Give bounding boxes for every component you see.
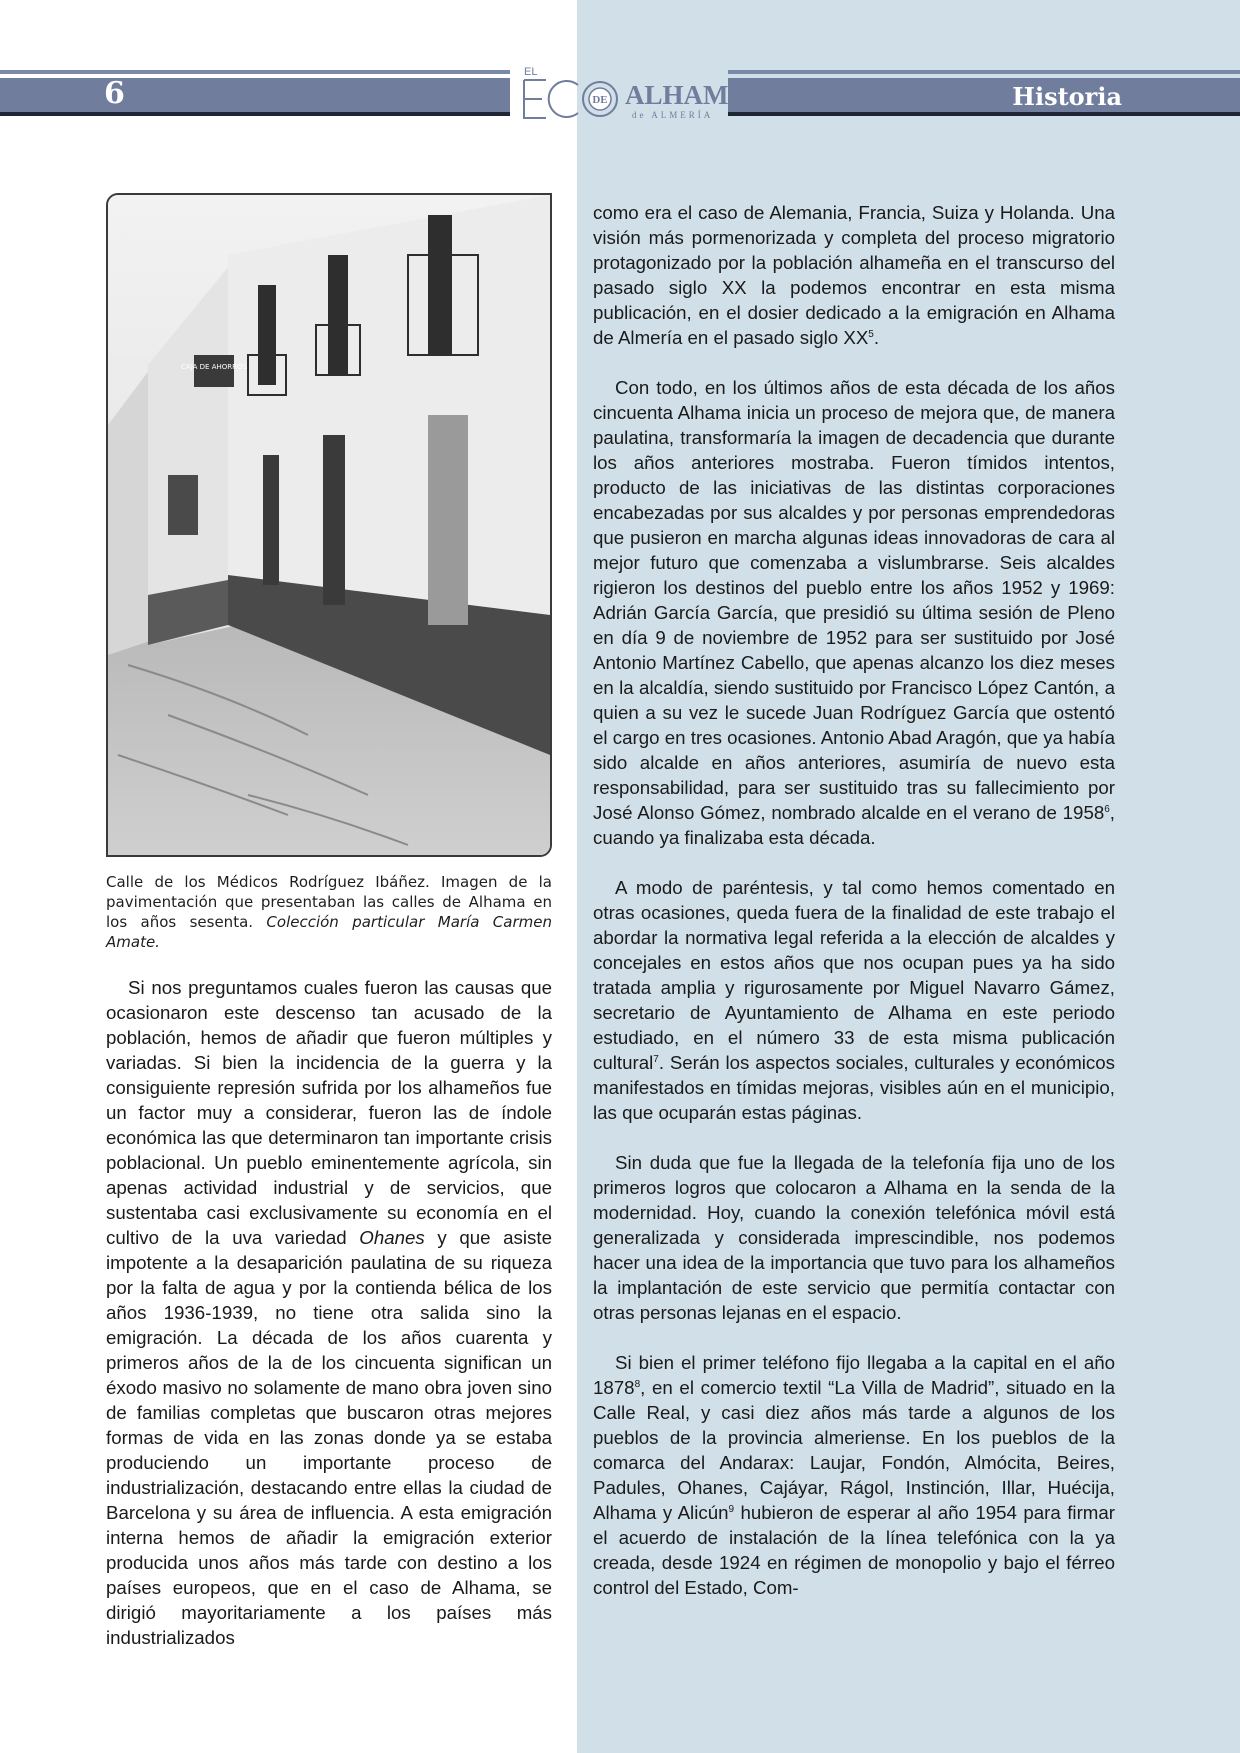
left-paragraph-1 (106, 975, 552, 1650)
right-paragraph-1-text: como era el caso de Alemania, Francia, Suiza y Holanda. Una visión más pormenorizada y completa del proceso migratorio protagonizado por la población alhameña en el transcurso del pasado siglo XX la podemos encontrar en esta misma publicación, en el dosier dedicado a la emigración en Alhama de Almería en el pasado siglo XX (593, 202, 1115, 348)
left-paragraph-1-a: Si nos preguntamos cuales fueron las causas que ocasionaron este descenso tan acusado de la población, hemos de añadir que fueron múltiples y variadas. Si bien la incidencia de la guerra y la consiguiente represión sufrida por los alhameños fue un factor muy a considerar, fueron las de índole económica las que determinaron tan importante crisis poblacional. Un pueblo eminentemente agrícola, sin apenas actividad industrial y de servicios, que sustentaba casi exclusivamente su economía en el cultivo de la uva variedad (106, 977, 552, 1248)
photo-sign-text: CAJA DE AHORROS (181, 363, 247, 371)
logo-de-text: DE (592, 94, 608, 106)
footnote-ref-9: 9 (728, 1503, 735, 1515)
magazine-logo (520, 66, 748, 124)
header-rule-left (0, 70, 510, 74)
right-paragraph-2-text: Con todo, en los últimos años de esta década de los años cincuenta Alhama inicia un proceso de mejora que, de manera paulatina, transformaría la imagen de decadencia que durante los años anteriores mostraba. Fueron tímidos intentos, producto de las iniciativas de las distintas corporaciones encabezadas por sus alcaldes y por personas emprendedoras que pusieron en marcha algunas ideas innovadoras de cara al mejor futuro que comenzaba a vislumbrarse. Seis alcaldes rigieron los destinos del pueblo entre los años 1952 y 1969: Adrián García García, que presidió su última sesión de Pleno en día 9 de noviembre de 1952 para ser sustituido por José Antonio Martínez Cabello, que apenas alcanzo los diez meses en la alcaldía, siendo sustituido por Francisco López Cantón, a quien a su vez le sucede Juan Rodríguez García que ostentó el cargo en tres ocasiones. Antonio Abad Aragón, que ya había sido alcalde en años anteriores, asumiría de nuevo esta responsabilidad, para ser sustituido tras su fallecimiento por José Alonso Gómez, nombrado alcalde en el verano de 1958 (593, 377, 1115, 823)
footnote-ref-6: 6 (1104, 803, 1110, 815)
footnote-ref-5: 5 (868, 328, 874, 340)
right-paragraph-3-end: . Serán los aspectos sociales, culturales y económicos manifestados en tímidas mejoras, visibles aún en el municipio, las que ocuparán estas páginas. (593, 1052, 1115, 1123)
right-paragraph-5 (593, 1350, 1115, 1600)
header-rule-right (728, 70, 1240, 74)
right-paragraph-3-text: A modo de paréntesis, y tal como hemos comentado en otras ocasiones, queda fuera de la finalidad de este trabajo el abordar la normativa legal referida a la elección de alcaldes y concejales en estos años que nos ocupan pues ya ha sido tratada amplia y rigurosamente por Miguel Navarro Gámez, secretario de Ayuntamiento de Alhama en este periodo estudiado, en el número 33 de esta misma publicación cultural (593, 877, 1115, 1073)
street-photo-illustration (108, 195, 550, 855)
right-paragraph-1-end: . (873, 327, 880, 348)
street-photo (106, 193, 552, 857)
logo-el-text: EL (524, 66, 538, 78)
right-paragraph-4: Sin duda que fue la llegada de la telefonía fija uno de los primeros logros que colocaron a Alhama en la senda de la modernidad. Hoy, cuando la conexión telefónica móvil está generalizada y considerada imprescindible, nos podemos hacer una idea de la importancia que tuvo para los alhameños la implantación de este servicio que permitía contactar con otras personas lejanas en el espacio. (593, 1152, 1115, 1323)
caption-credit: Colección particular María Carmen Amate. (106, 913, 552, 951)
right-paragraph-5-a: Si bien el primer teléfono fijo llegaba a la capital en el año 1878 (593, 1352, 1115, 1398)
caption-text: Calle de los Médicos Rodríguez Ibáñez. Imagen de la pavimentación que presentaban las calles de Alhama en los años sesenta. (106, 873, 552, 931)
left-paragraph-1-italic: Ohanes (359, 1227, 425, 1248)
logo-eco-mark-icon (520, 76, 630, 122)
photo-caption (106, 872, 552, 952)
left-paragraph-1-b: y que asiste impotente a la desaparición paulatina de su riqueza por la falta de agua y por la contienda bélica de los años 1936-1939, no tiene otra salida sino la emigración. La década de los años cuarenta y primeros años de la de los cincuenta significan un éxodo masivo no solamente de mano obra joven sino de familias completas que buscaron otras mejores formas de vida en las zonas donde ya se estaba produciendo un importante proceso de industrialización, destacando entre ellas la ciudad de Barcelona y su área de influencia. A esta emigración interna hemos de añadir la emigración exterior producida unos años más tarde con destino a los países europeos, que en el caso de Alhama, se dirigió mayoritariamente a los países más industrializados (106, 1227, 552, 1648)
left-column-text (106, 975, 552, 1650)
page-number: 6 (104, 76, 125, 111)
right-paragraph-2-end: , cuando ya finalizaba esta década. (593, 802, 1115, 848)
header-bar-left (0, 78, 510, 116)
right-paragraph-2 (593, 375, 1115, 850)
right-paragraph-3 (593, 875, 1115, 1125)
right-column-text (593, 200, 1115, 1600)
header-bar-right (728, 78, 1240, 116)
right-paragraph-5-b: , en el comercio textil “La Villa de Madrid”, situado en la Calle Real, y casi diez años más tarde a algunos de los pueblos de la provincia almeriense. En los pueblos de la comarca del Andarax: Laujar, Fondón, Almócita, Beires, Padules, Ohanes, Cajáyar, Rágol, Instinción, Illar, Huécija, Alhama y Alicún (593, 1377, 1115, 1523)
section-title: Historia (1012, 82, 1122, 111)
right-paragraph-5-c: hubieron de esperar al año 1954 para firmar el acuerdo de instalación de la línea telefónica con la ya creada, desde 1924 en régimen de monopolio y bajo el férreo control del Estado, Com- (593, 1502, 1115, 1598)
right-paragraph-1 (593, 200, 1115, 350)
footnote-ref-8: 8 (634, 1378, 641, 1390)
logo-alhama-text: ALHAMA (625, 80, 748, 110)
footnote-ref-7: 7 (653, 1053, 659, 1065)
logo-almeria-text: de ALMERÍA (632, 110, 714, 120)
